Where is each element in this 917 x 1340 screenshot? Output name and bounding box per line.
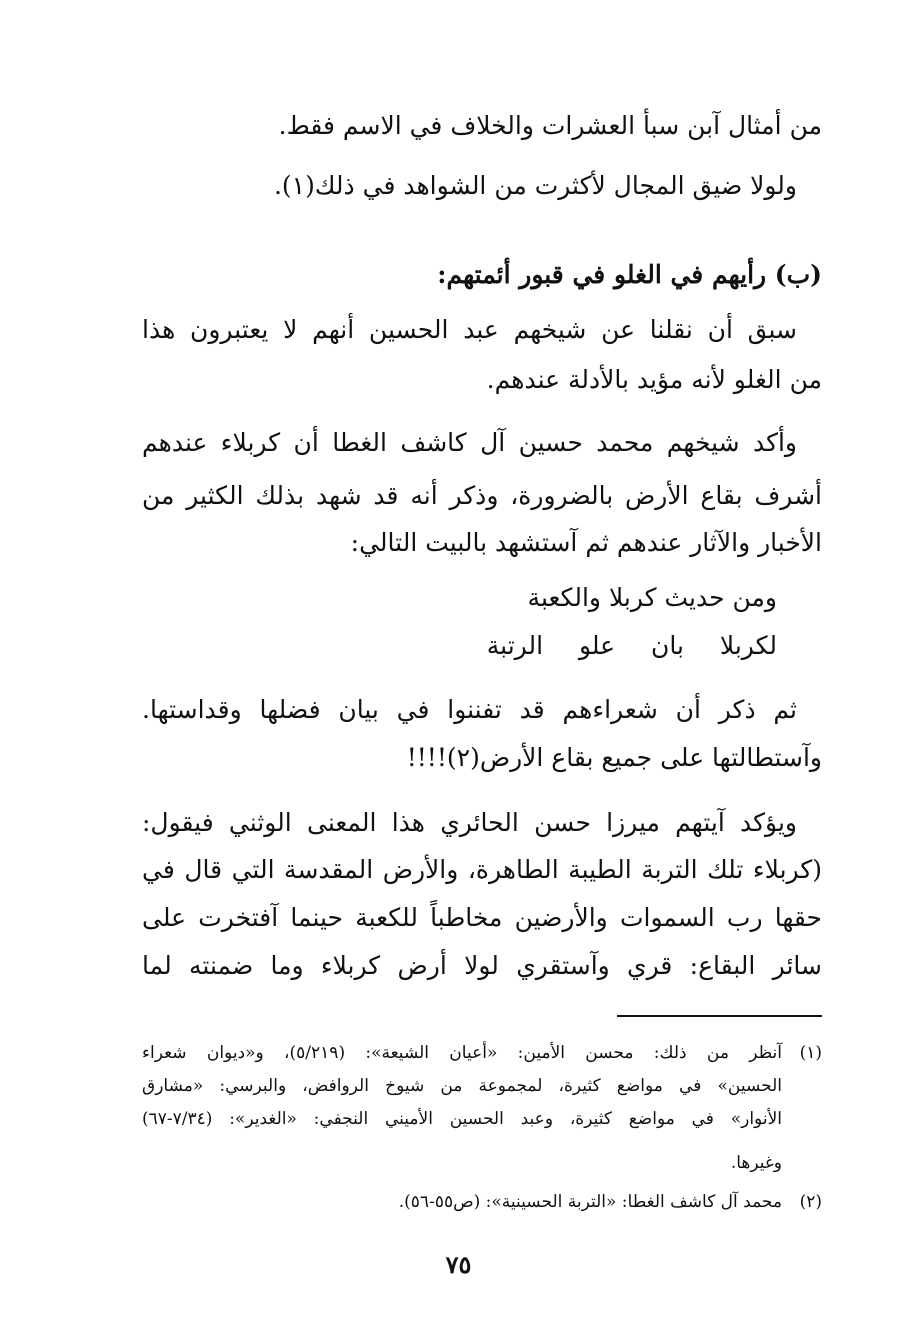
text-line: ويؤكد آيتهم ميرزا حسن الحائري هذا المعنى الوثني فيقول: bbox=[142, 808, 797, 837]
footnote-number: (٢) bbox=[799, 1192, 822, 1212]
text-line: ثم ذكر أن شعراءهم قد تفننوا في بيان فضلها وقداستها. bbox=[142, 695, 797, 724]
footnote-separator bbox=[617, 1015, 822, 1017]
footnote-line: الحسين» في مواضع كثيرة، لمجموعة من شيوخ الروافض، والبرسي: «مشارق bbox=[142, 1076, 782, 1096]
text-line: الأخبار والآثار عندهم ثم آستشهد بالبيت التالي: bbox=[350, 528, 822, 557]
footnote-line bbox=[142, 1187, 822, 1217]
footnote-number: (١) bbox=[799, 1043, 822, 1063]
text-line: ولولا ضيق المجال لأكثرت من الشواهد في ذلك(١). bbox=[273, 171, 797, 200]
text-line: من أمثال آبن سبأ العشرات والخلاف في الاسم فقط. bbox=[278, 111, 822, 140]
text-line: سائر البقاع: قري وآستقري لولا أرض كربلاء وما ضمنته لما bbox=[142, 951, 822, 980]
footnote-text: محمد آل كاشف الغطا: «التربة الحسينية»: (ص٥٥-٥٦). bbox=[398, 1192, 782, 1212]
text-line: سبق أن نقلنا عن شيخهم عبد الحسين أنهم لا يعتبرون هذا bbox=[142, 315, 797, 344]
poem-verse-second-hemistich: لكربلا بان علو الرتبة bbox=[486, 631, 777, 660]
poem-verse-first-hemistich: ومن حديث كربلا والكعبة bbox=[527, 583, 777, 612]
footnote-line bbox=[142, 1038, 822, 1068]
page-number: ٧٥ bbox=[445, 1250, 472, 1279]
text-line: وأكد شيخهم محمد حسين آل كاشف الغطا أن كربلاء عندهم bbox=[142, 428, 797, 457]
text-line: (كربلاء تلك التربة الطيبة الطاهرة، والأرض المقدسة التي قال في bbox=[142, 855, 822, 884]
text-line: حقها رب السموات والأرضين مخاطباً للكعبة حينما آفتخرت على bbox=[142, 903, 822, 932]
footnote-line: وغيرها. bbox=[730, 1153, 782, 1173]
footnote-line: الأنوار» في مواضع كثيرة، وعبد الحسين الأميني النجفي: «الغدير»: (٧/٣٤-٦٧) bbox=[142, 1109, 782, 1129]
text-line: من الغلو لأنه مؤيد بالأدلة عندهم. bbox=[486, 365, 822, 394]
section-heading: (ب) رأيهم في الغلو في قبور أئمتهم: bbox=[437, 260, 822, 289]
text-line: أشرف بقاع الأرض بالضرورة، وذكر أنه قد شهد بذلك الكثير من bbox=[142, 481, 822, 510]
footnote-text: آنظر من ذلك: محسن الأمين: «أعيان الشيعة»: (٥/٢١٩)، و«ديوان شعراء bbox=[142, 1043, 782, 1063]
text-line: وآستطالتها على جميع بقاع الأرض(٢)!!!! bbox=[406, 743, 822, 772]
